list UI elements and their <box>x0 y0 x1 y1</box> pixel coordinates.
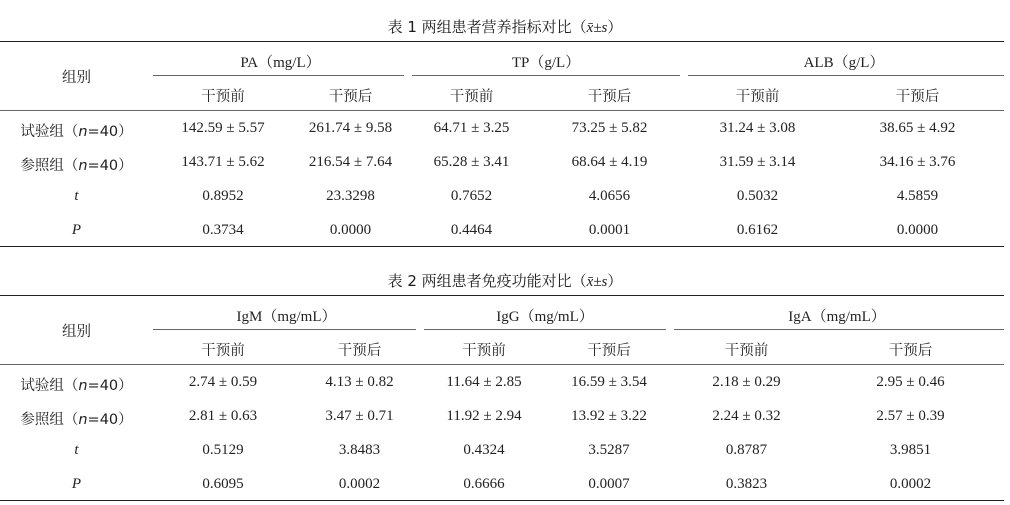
table1-cell: 216.54 ± 7.64 <box>308 154 393 170</box>
table2-cell: 13.92 ± 3.22 <box>571 408 647 424</box>
table2-cell: 3.5287 <box>588 442 630 458</box>
table1-cell: 0.5032 <box>736 188 779 204</box>
table1-group-rule-alb <box>688 75 1004 76</box>
table2-cell: 2.81 ± 0.63 <box>188 408 258 424</box>
table1-cell: 0.6162 <box>736 222 779 238</box>
table1-caption-stat: x̄±s <box>586 20 608 36</box>
table1-cell: 68.64 ± 4.19 <box>571 154 648 170</box>
table2-cell: 0.8787 <box>725 442 768 458</box>
table1-group-rule-pa <box>153 75 404 76</box>
table1-cell: 0.4464 <box>450 222 493 238</box>
table1-caption-suffix: ） <box>607 18 623 36</box>
table2-caption-prefix: 表 2 两组患者免疫功能对比（ <box>387 272 587 290</box>
table2-row-label-p: P <box>71 476 82 492</box>
table2-header-rule <box>0 364 1004 365</box>
table1-cell: 34.16 ± 3.76 <box>879 154 956 170</box>
table1-cell: 0.0001 <box>588 222 631 238</box>
table2-cell: 3.8483 <box>338 442 381 458</box>
table2-cell: 0.6666 <box>463 476 505 492</box>
table2-cell: 0.0002 <box>338 476 381 492</box>
table1-row-label-p: P <box>71 222 82 238</box>
table1-cell: 31.59 ± 3.14 <box>719 154 796 170</box>
table1-cell: 4.5859 <box>896 188 939 204</box>
table1-cell: 0.7652 <box>450 188 493 204</box>
table1-cell: 73.25 ± 5.82 <box>571 120 648 136</box>
table2-subheader: 干预后 <box>888 343 933 359</box>
table2-caption-stat: x̄±s <box>586 274 608 290</box>
table2-group-rule-iga <box>674 329 1004 330</box>
table1-cell: 0.3734 <box>202 222 244 238</box>
table2-cell: 3.9851 <box>889 442 932 458</box>
table1-subheader: 干预前 <box>449 89 494 105</box>
table2-caption <box>0 270 1010 291</box>
table2-cell: 4.13 ± 0.82 <box>325 374 394 390</box>
table1-row-label-t: t <box>74 188 79 204</box>
table1-subheader: 干预后 <box>895 89 940 105</box>
table1-group-label-alb: ALB（g/L） <box>803 55 885 71</box>
table2-cell: 2.74 ± 0.59 <box>188 374 258 390</box>
table1-row-label: 试验组（n=40） <box>20 124 133 140</box>
table2-row-label: 试验组（n=40） <box>20 378 133 394</box>
table2-group-header: 组别 <box>62 324 91 340</box>
table1-cell: 143.71 ± 5.62 <box>181 154 265 170</box>
table2-cell: 0.5129 <box>202 442 244 458</box>
table1-group-label-tp: TP（g/L） <box>511 55 581 71</box>
table2-caption-suffix: ） <box>607 272 623 290</box>
table2-row-label: 参照组（n=40） <box>20 412 133 428</box>
table2-top-rule <box>0 295 1004 296</box>
table1-subheader: 干预前 <box>201 89 245 105</box>
table2-cell: 0.3823 <box>725 476 768 492</box>
table1-subheader: 干预后 <box>587 89 632 105</box>
table2-row-label-t: t <box>74 442 79 458</box>
table1-top-rule <box>0 41 1004 42</box>
table2-group-label-igg: IgG（mg/mL） <box>496 309 594 325</box>
table2-subheader: 干预后 <box>587 343 631 359</box>
table1-cell: 31.24 ± 3.08 <box>719 120 796 136</box>
table2-cell: 3.47 ± 0.71 <box>325 408 394 424</box>
table1-group-rule-tp <box>412 75 680 76</box>
table1-group-header: 组别 <box>62 70 91 86</box>
table1-caption-prefix: 表 1 两组患者营养指标对比（ <box>387 18 587 36</box>
table1-bottom-rule <box>0 246 1004 247</box>
table2-cell: 2.57 ± 0.39 <box>876 408 945 424</box>
table1-cell: 65.28 ± 3.41 <box>433 154 510 170</box>
table2-cell: 11.92 ± 2.94 <box>446 408 522 424</box>
table2-cell: 0.0007 <box>588 476 630 492</box>
table1-subheader: 干预前 <box>735 89 780 105</box>
table2-cell: 0.6095 <box>202 476 244 492</box>
table2-cell: 2.95 ± 0.46 <box>876 374 945 390</box>
table1-cell: 38.65 ± 4.92 <box>879 120 956 136</box>
table1-header-rule <box>0 110 1004 111</box>
table2-cell: 16.59 ± 3.54 <box>571 374 647 390</box>
table2-cell: 0.0002 <box>889 476 932 492</box>
table1-cell: 261.74 ± 9.58 <box>308 120 393 136</box>
table2-subheader: 干预后 <box>337 343 382 359</box>
table2-group-label-igm: IgM（mg/mL） <box>236 309 337 325</box>
table1-caption <box>0 16 1010 37</box>
table2-cell: 2.24 ± 0.32 <box>712 408 781 424</box>
table1-cell: 4.0656 <box>588 188 631 204</box>
table2-group-label-iga: IgA（mg/mL） <box>788 309 886 325</box>
table1-subheader: 干预后 <box>328 89 373 105</box>
table1-cell: 0.0000 <box>329 222 372 238</box>
table2-bottom-rule <box>0 500 1004 501</box>
table2-cell: 11.64 ± 2.85 <box>446 374 522 390</box>
table2-group-rule-igg <box>424 329 666 330</box>
table1-cell: 0.0000 <box>896 222 939 238</box>
table2-cell: 0.4324 <box>463 442 505 458</box>
table1-cell: 23.3298 <box>326 188 375 204</box>
table1-cell: 0.8952 <box>202 188 244 204</box>
table2-subheader: 干预前 <box>201 343 245 359</box>
table2-cell: 2.18 ± 0.29 <box>712 374 781 390</box>
table1-cell: 64.71 ± 3.25 <box>433 120 510 136</box>
table1-row-label: 参照组（n=40） <box>20 158 133 174</box>
table2-subheader: 干预前 <box>724 343 769 359</box>
table1-group-label-pa: PA（mg/L） <box>240 55 321 71</box>
table2-group-rule-igm <box>153 329 416 330</box>
table1-cell: 142.59 ± 5.57 <box>181 120 265 136</box>
table2-subheader: 干预前 <box>462 343 506 359</box>
